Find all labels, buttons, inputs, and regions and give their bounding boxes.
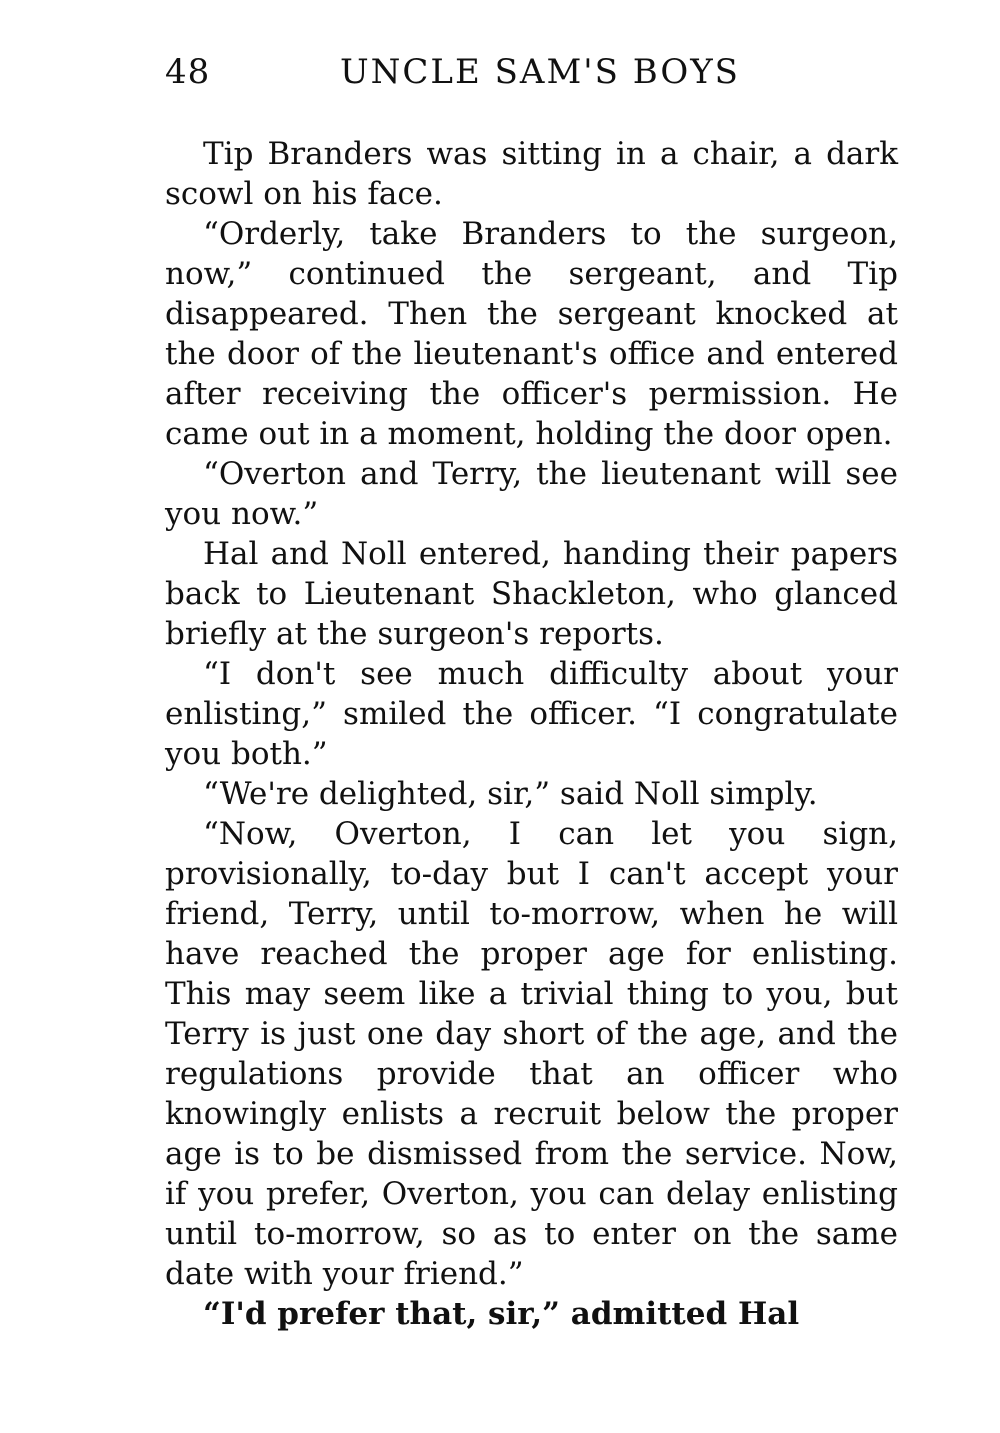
paragraph: “Now, Overton, I can let you sign, provisionally, to-day but I can't accept your friend, Terry, until to-morrow, when he will have reached the proper age for enlisting. This may seem like a trivial thing to you, but Terry is just one day short of the age, and the regulations provide that an officer who knowingly enlists a recruit below the proper age is to be dismissed from the service. Now, if you prefer, Overton, you can delay enlisting until to-morrow, so as to enter on the same date with your friend.” <box>165 816 898 1292</box>
running-title: UNCLE SAM'S BOYS <box>340 52 740 92</box>
paragraph: “Orderly, take Branders to the surgeon, now,” continued the sergeant, and Tip disappeared. Then the sergeant knocked at the door of the lieutenant's office and entered after receiving the officer's permission. He came out in a moment, holding the door open. <box>165 216 898 452</box>
paragraph: “Overton and Terry, the lieutenant will see you now.” <box>165 456 898 532</box>
paragraph: Tip Branders was sitting in a chair, a dark scowl on his face. <box>165 136 898 212</box>
paragraph: Hal and Noll entered, handing their papers back to Lieutenant Shackleton, who glanced briefly at the surgeon's reports. <box>165 536 898 652</box>
body-text <box>165 134 898 1334</box>
paragraph: “I don't see much difficulty about your enlisting,” smiled the officer. “I congratulate you both.” <box>165 656 898 772</box>
page-header <box>165 48 900 96</box>
page-number: 48 <box>165 52 211 92</box>
paragraph: “We're delighted, sir,” said Noll simply. <box>203 776 818 812</box>
paragraph: “I'd prefer that, sir,” admitted Hal <box>203 1296 800 1332</box>
